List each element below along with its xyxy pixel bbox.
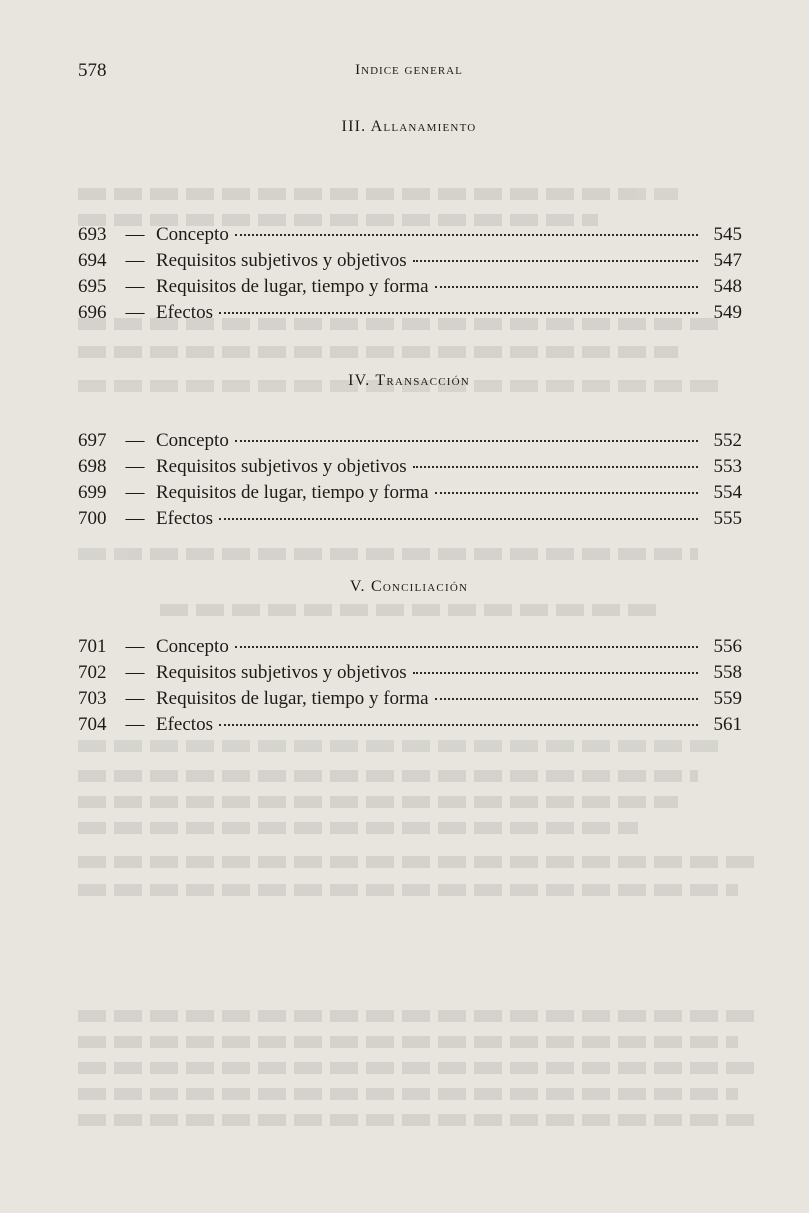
toc-entry[interactable] bbox=[78, 662, 742, 688]
entry-number: 701 bbox=[78, 636, 107, 657]
dot-leader bbox=[219, 518, 698, 520]
entry-dash: — bbox=[125, 456, 145, 477]
toc-entry[interactable] bbox=[78, 636, 742, 662]
entry-label: Efectos bbox=[156, 302, 213, 323]
entry-dash: — bbox=[125, 224, 145, 245]
toc-entry[interactable] bbox=[78, 456, 742, 482]
entry-label: Requisitos subjetivos y objetivos bbox=[156, 250, 407, 271]
entry-dash: — bbox=[125, 714, 145, 735]
entry-label: Concepto bbox=[156, 430, 229, 451]
section-title: III. Allanamiento bbox=[341, 118, 477, 135]
entry-page: 549 bbox=[713, 302, 742, 323]
dot-leader bbox=[413, 466, 698, 468]
dot-leader bbox=[435, 698, 698, 700]
entry-dash: — bbox=[125, 430, 145, 451]
toc-entry[interactable] bbox=[78, 224, 742, 250]
entry-label: Concepto bbox=[156, 636, 229, 657]
entry-label: Requisitos de lugar, tiempo y forma bbox=[156, 482, 429, 503]
entry-number: 693 bbox=[78, 224, 107, 245]
entry-dash: — bbox=[125, 302, 145, 323]
entry-page: 559 bbox=[713, 688, 742, 709]
entry-page: 555 bbox=[713, 508, 742, 529]
entry-page: 561 bbox=[713, 714, 742, 735]
running-title: Indice general bbox=[355, 62, 463, 78]
dot-leader bbox=[435, 286, 698, 288]
entry-number: 698 bbox=[78, 456, 107, 477]
entry-dash: — bbox=[125, 482, 145, 503]
entry-page: 548 bbox=[713, 276, 742, 297]
dot-leader bbox=[219, 312, 698, 314]
entry-dash: — bbox=[125, 662, 145, 683]
entry-number: 704 bbox=[78, 714, 107, 735]
entry-label: Efectos bbox=[156, 508, 213, 529]
entry-page: 554 bbox=[713, 482, 742, 503]
entry-number: 702 bbox=[78, 662, 107, 683]
entry-number: 695 bbox=[78, 276, 107, 297]
entry-number: 699 bbox=[78, 482, 107, 503]
entry-dash: — bbox=[125, 508, 145, 529]
dot-leader bbox=[235, 440, 698, 442]
entry-page: 545 bbox=[713, 224, 742, 245]
page-header bbox=[78, 60, 740, 90]
entry-dash: — bbox=[125, 688, 145, 709]
entry-label: Efectos bbox=[156, 714, 213, 735]
entry-label: Requisitos de lugar, tiempo y forma bbox=[156, 688, 429, 709]
toc-list bbox=[78, 430, 742, 534]
toc-entry[interactable] bbox=[78, 250, 742, 276]
entry-page: 556 bbox=[713, 636, 742, 657]
dot-leader bbox=[413, 672, 698, 674]
toc-entry[interactable] bbox=[78, 482, 742, 508]
toc-entry[interactable] bbox=[78, 276, 742, 302]
entry-dash: — bbox=[125, 250, 145, 271]
entry-label: Requisitos subjetivos y objetivos bbox=[156, 456, 407, 477]
toc-list bbox=[78, 636, 742, 740]
entry-label: Requisitos subjetivos y objetivos bbox=[156, 662, 407, 683]
dot-leader bbox=[413, 260, 698, 262]
entry-label: Requisitos de lugar, tiempo y forma bbox=[156, 276, 429, 297]
section-title: V. Conciliación bbox=[349, 578, 469, 595]
entry-number: 697 bbox=[78, 430, 107, 451]
entry-page: 558 bbox=[713, 662, 742, 683]
entry-number: 700 bbox=[78, 508, 107, 529]
entry-dash: — bbox=[125, 636, 145, 657]
dot-leader bbox=[235, 646, 698, 648]
entry-page: 552 bbox=[713, 430, 742, 451]
entry-page: 553 bbox=[713, 456, 742, 477]
toc-entry[interactable] bbox=[78, 302, 742, 328]
dot-leader bbox=[435, 492, 698, 494]
entry-number: 696 bbox=[78, 302, 107, 323]
toc-entry[interactable] bbox=[78, 688, 742, 714]
entry-label: Concepto bbox=[156, 224, 229, 245]
entry-number: 703 bbox=[78, 688, 107, 709]
toc-entry[interactable] bbox=[78, 714, 742, 740]
toc-entry[interactable] bbox=[78, 508, 742, 534]
entry-dash: — bbox=[125, 276, 145, 297]
toc-list bbox=[78, 224, 742, 328]
toc-entry[interactable] bbox=[78, 430, 742, 456]
page-number: 578 bbox=[78, 60, 107, 81]
entry-number: 694 bbox=[78, 250, 107, 271]
dot-leader bbox=[235, 234, 698, 236]
section-title: IV. Transacción bbox=[348, 372, 470, 389]
entry-page: 547 bbox=[713, 250, 742, 271]
dot-leader bbox=[219, 724, 698, 726]
